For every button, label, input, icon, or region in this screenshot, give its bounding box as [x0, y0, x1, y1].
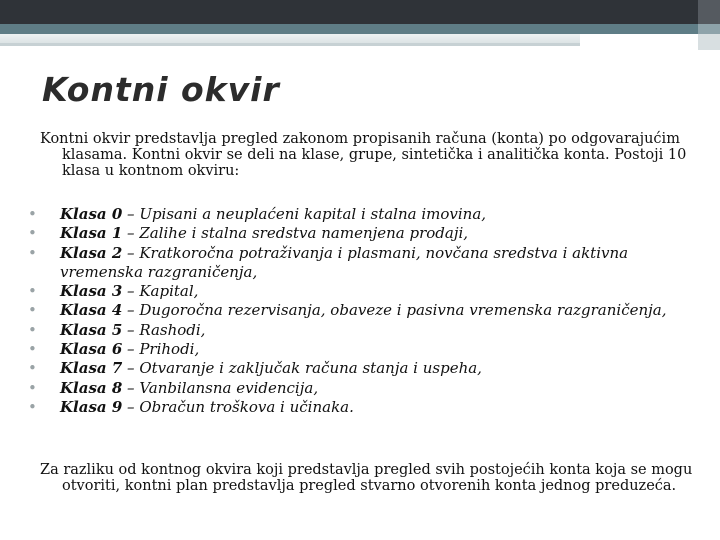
list-item: [28, 301, 698, 320]
class-name: Klasa 2: [60, 243, 123, 262]
class-description: – Dugoročna rezervisanja, obaveze i pasivna vremenska razgraničenja,: [122, 301, 667, 320]
list-item: [28, 379, 698, 398]
class-description: – Obračun troškova i učinaka.: [122, 397, 354, 416]
class-description: – Otvaranje i zaključak računa stanja i uspeha,: [122, 359, 482, 378]
accent-corner: [698, 24, 720, 34]
list-item: [28, 321, 698, 340]
class-description: – Prihodi,: [122, 340, 200, 359]
list-item: [28, 398, 698, 417]
accent-bar: [0, 24, 720, 34]
class-description: – Upisani a neuplaćeni kapital i stalna imovina,: [122, 205, 487, 223]
class-description: – Vanbilansna evidencija,: [122, 378, 319, 397]
class-name: Klasa 7: [60, 359, 123, 378]
list-item: [28, 244, 698, 283]
class-list: [28, 205, 698, 417]
list-item: [28, 340, 698, 359]
class-name: Klasa 6: [60, 340, 123, 359]
slide-title: Kontni okvir: [42, 70, 280, 109]
list-item: [28, 282, 698, 301]
underline: [0, 43, 580, 46]
right-edge-block: [698, 34, 720, 50]
class-description: – Rashodi,: [122, 320, 206, 339]
class-name: Klasa 4: [60, 301, 123, 320]
class-name: Klasa 1: [60, 224, 123, 243]
class-name: Klasa 8: [60, 378, 123, 397]
list-item: [28, 359, 698, 378]
list-item: [28, 224, 698, 243]
class-description: – Zalihe i stalna sredstva namenjena prodaji,: [122, 224, 469, 243]
class-name: Klasa 0: [60, 205, 123, 223]
class-name: Klasa 3: [60, 282, 123, 301]
header-corner: [698, 0, 720, 24]
list-item: [28, 205, 698, 224]
title-underline-strip: [0, 34, 580, 46]
class-description: – Kratkoročna potraživanja i plasmani, novčana sredstva i aktivna vremenska razgraničenja,: [60, 243, 629, 281]
intro-paragraph: Kontni okvir predstavlja pregled zakonom propisanih računa (konta) po odgovarajućim klasama. Kontni okvir se deli na klase, grupe, sintetička i analitička konta. Postoji 10 klasa u kontnom okviru:: [40, 131, 687, 179]
class-name: Klasa 9: [60, 397, 123, 416]
header-bar: [0, 0, 720, 24]
class-name: Klasa 5: [60, 320, 123, 339]
closing-paragraph: Za razliku od kontnog okvira koji predstavlja pregled svih postojećih konta koja se mogu otvoriti, kontni plan predstavlja pregled stvarno otvorenih konta jednog preduzeća.: [40, 462, 693, 494]
class-description: – Kapital,: [122, 282, 199, 301]
